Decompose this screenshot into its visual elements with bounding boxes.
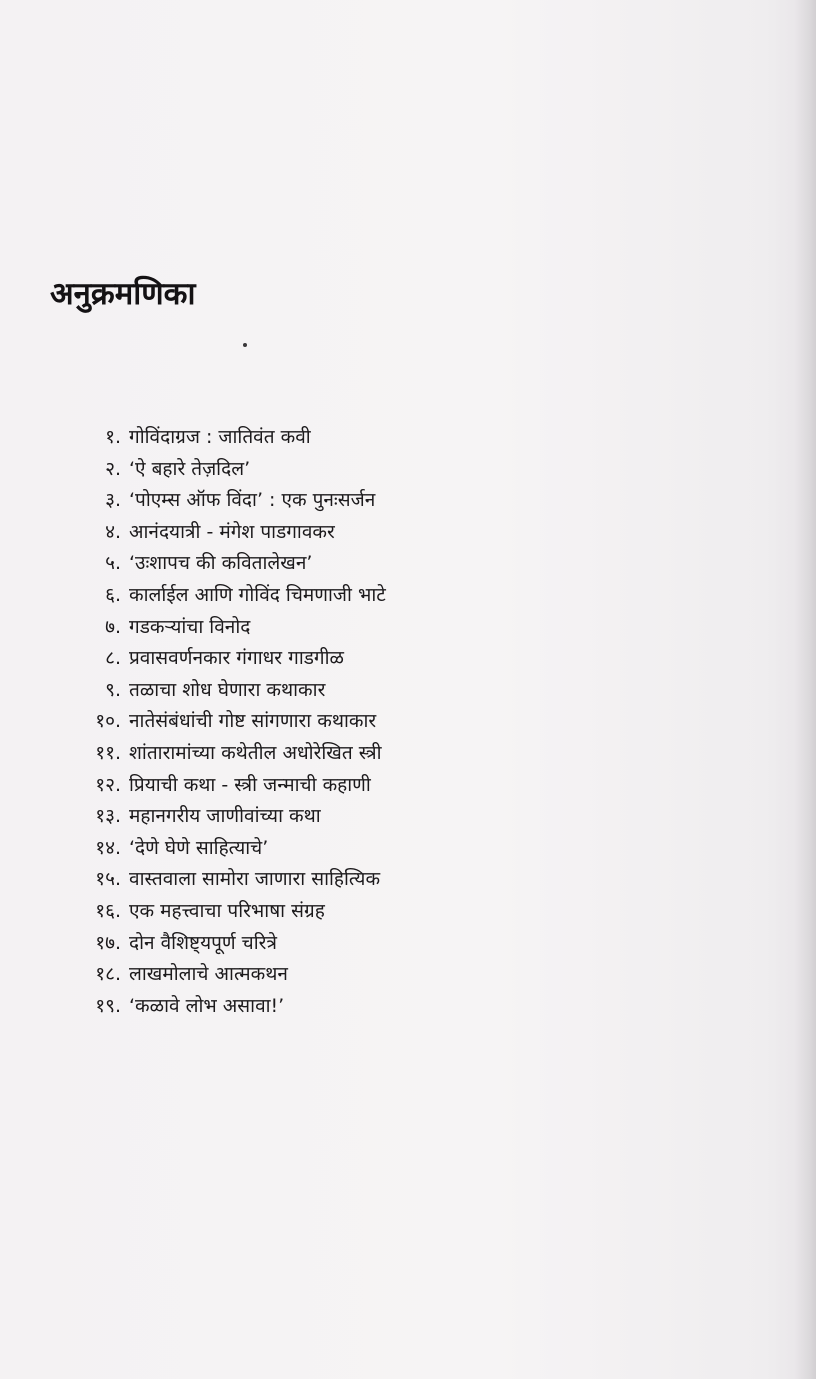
toc-entry-number: ८.: [105, 647, 121, 670]
toc-entry: [0, 517, 560, 549]
toc-entry: [0, 612, 560, 644]
toc-entry-title: महानगरीय जाणीवांच्या कथा: [129, 805, 321, 828]
toc-entry: [0, 959, 560, 991]
toc-entry-title: ‘पोएम्स ऑफ विंदा’ : एक पुनःसर्जन: [129, 489, 376, 512]
toc-entry-number: ७.: [105, 615, 121, 638]
toc-entry: [0, 485, 560, 517]
toc-entry-title: शांतारामांच्या कथेतील अधोरेखित स्त्री: [129, 741, 382, 764]
toc-entry-number: १९.: [95, 994, 121, 1017]
toc-entry: [0, 738, 560, 770]
toc-entry: [0, 896, 560, 928]
toc-entry-title: नातेसंबंधांची गोष्ट सांगणारा कथाकार: [129, 710, 377, 733]
toc-entry-title: तळाचा शोध घेणारा कथाकार: [129, 678, 326, 701]
toc-entry-title: दोन वैशिष्ट्यपूर्ण चरित्रे: [129, 931, 277, 954]
toc-entry-number: १५.: [95, 868, 121, 891]
toc-entry-title: गोविंदाग्रज : जातिवंत कवी: [129, 426, 311, 448]
toc-entry-number: १.: [105, 426, 121, 448]
toc-entry-number: ३.: [105, 489, 121, 512]
toc-entry-title: लाखमोलाचे आत्मकथन: [129, 963, 288, 986]
toc-entry-number: ९.: [105, 678, 121, 701]
toc-entry-number: १३.: [95, 805, 121, 828]
toc-entry-number: २.: [105, 457, 121, 480]
toc-entry-title: प्रवासवर्णनकार गंगाधर गाडगीळ: [129, 647, 344, 670]
toc-entry-title: आनंदयात्री - मंगेश पाडगावकर: [129, 520, 335, 543]
toc-entry: [0, 864, 560, 896]
toc-entry: [0, 833, 560, 865]
page-title: अनुक्रमणिका: [50, 276, 196, 312]
toc-entry-number: ४.: [105, 520, 121, 543]
spine-shadow: [794, 0, 816, 1379]
toc-entry: [0, 548, 560, 580]
toc-entry-number: १८.: [95, 963, 121, 986]
toc-entry: [0, 580, 560, 612]
toc-entry-title: ‘देणे घेणे साहित्याचे’: [129, 836, 269, 859]
toc-entry-number: १०.: [95, 710, 121, 733]
toc-entry-number: १४.: [95, 836, 121, 859]
toc-entry-title: ‘उःशापच की कवितालेखन’: [129, 552, 313, 575]
toc-entry-title: ‘कळावे लोभ असावा!’: [129, 994, 285, 1017]
toc-entry: [0, 706, 560, 738]
toc-entry: [0, 770, 560, 802]
toc-entry-number: ११.: [95, 741, 121, 764]
toc-entry-title: प्रियाची कथा - स्त्री जन्माची कहाणी: [129, 773, 371, 796]
toc-entry-title: वास्तवाला सामोरा जाणारा साहित्यिक: [129, 868, 381, 891]
toc-entry-title: ‘ऐ बहारे तेज़दिल’: [129, 457, 251, 480]
toc-entry: [0, 801, 560, 833]
toc-entry: [0, 928, 560, 960]
toc-entry-title: एक महत्त्वाचा परिभाषा संग्रह: [129, 899, 325, 922]
toc-entry: [0, 675, 560, 707]
toc-entry-title: गडकऱ्यांचा विनोद: [129, 615, 251, 638]
toc-entry: [0, 422, 560, 454]
ink-speck: [243, 343, 247, 347]
toc-entry: [0, 991, 560, 1023]
toc-entry-number: १६.: [95, 899, 121, 922]
toc-entry-number: ५.: [105, 552, 121, 575]
table-of-contents: [0, 422, 560, 1022]
toc-entry-number: ६.: [105, 583, 121, 606]
toc-entry-title: कार्लाईल आणि गोविंद चिमणाजी भाटे: [129, 583, 386, 606]
toc-entry-number: १७.: [95, 931, 121, 954]
toc-entry-number: १२.: [95, 773, 121, 796]
toc-entry: [0, 454, 560, 486]
toc-entry: [0, 643, 560, 675]
